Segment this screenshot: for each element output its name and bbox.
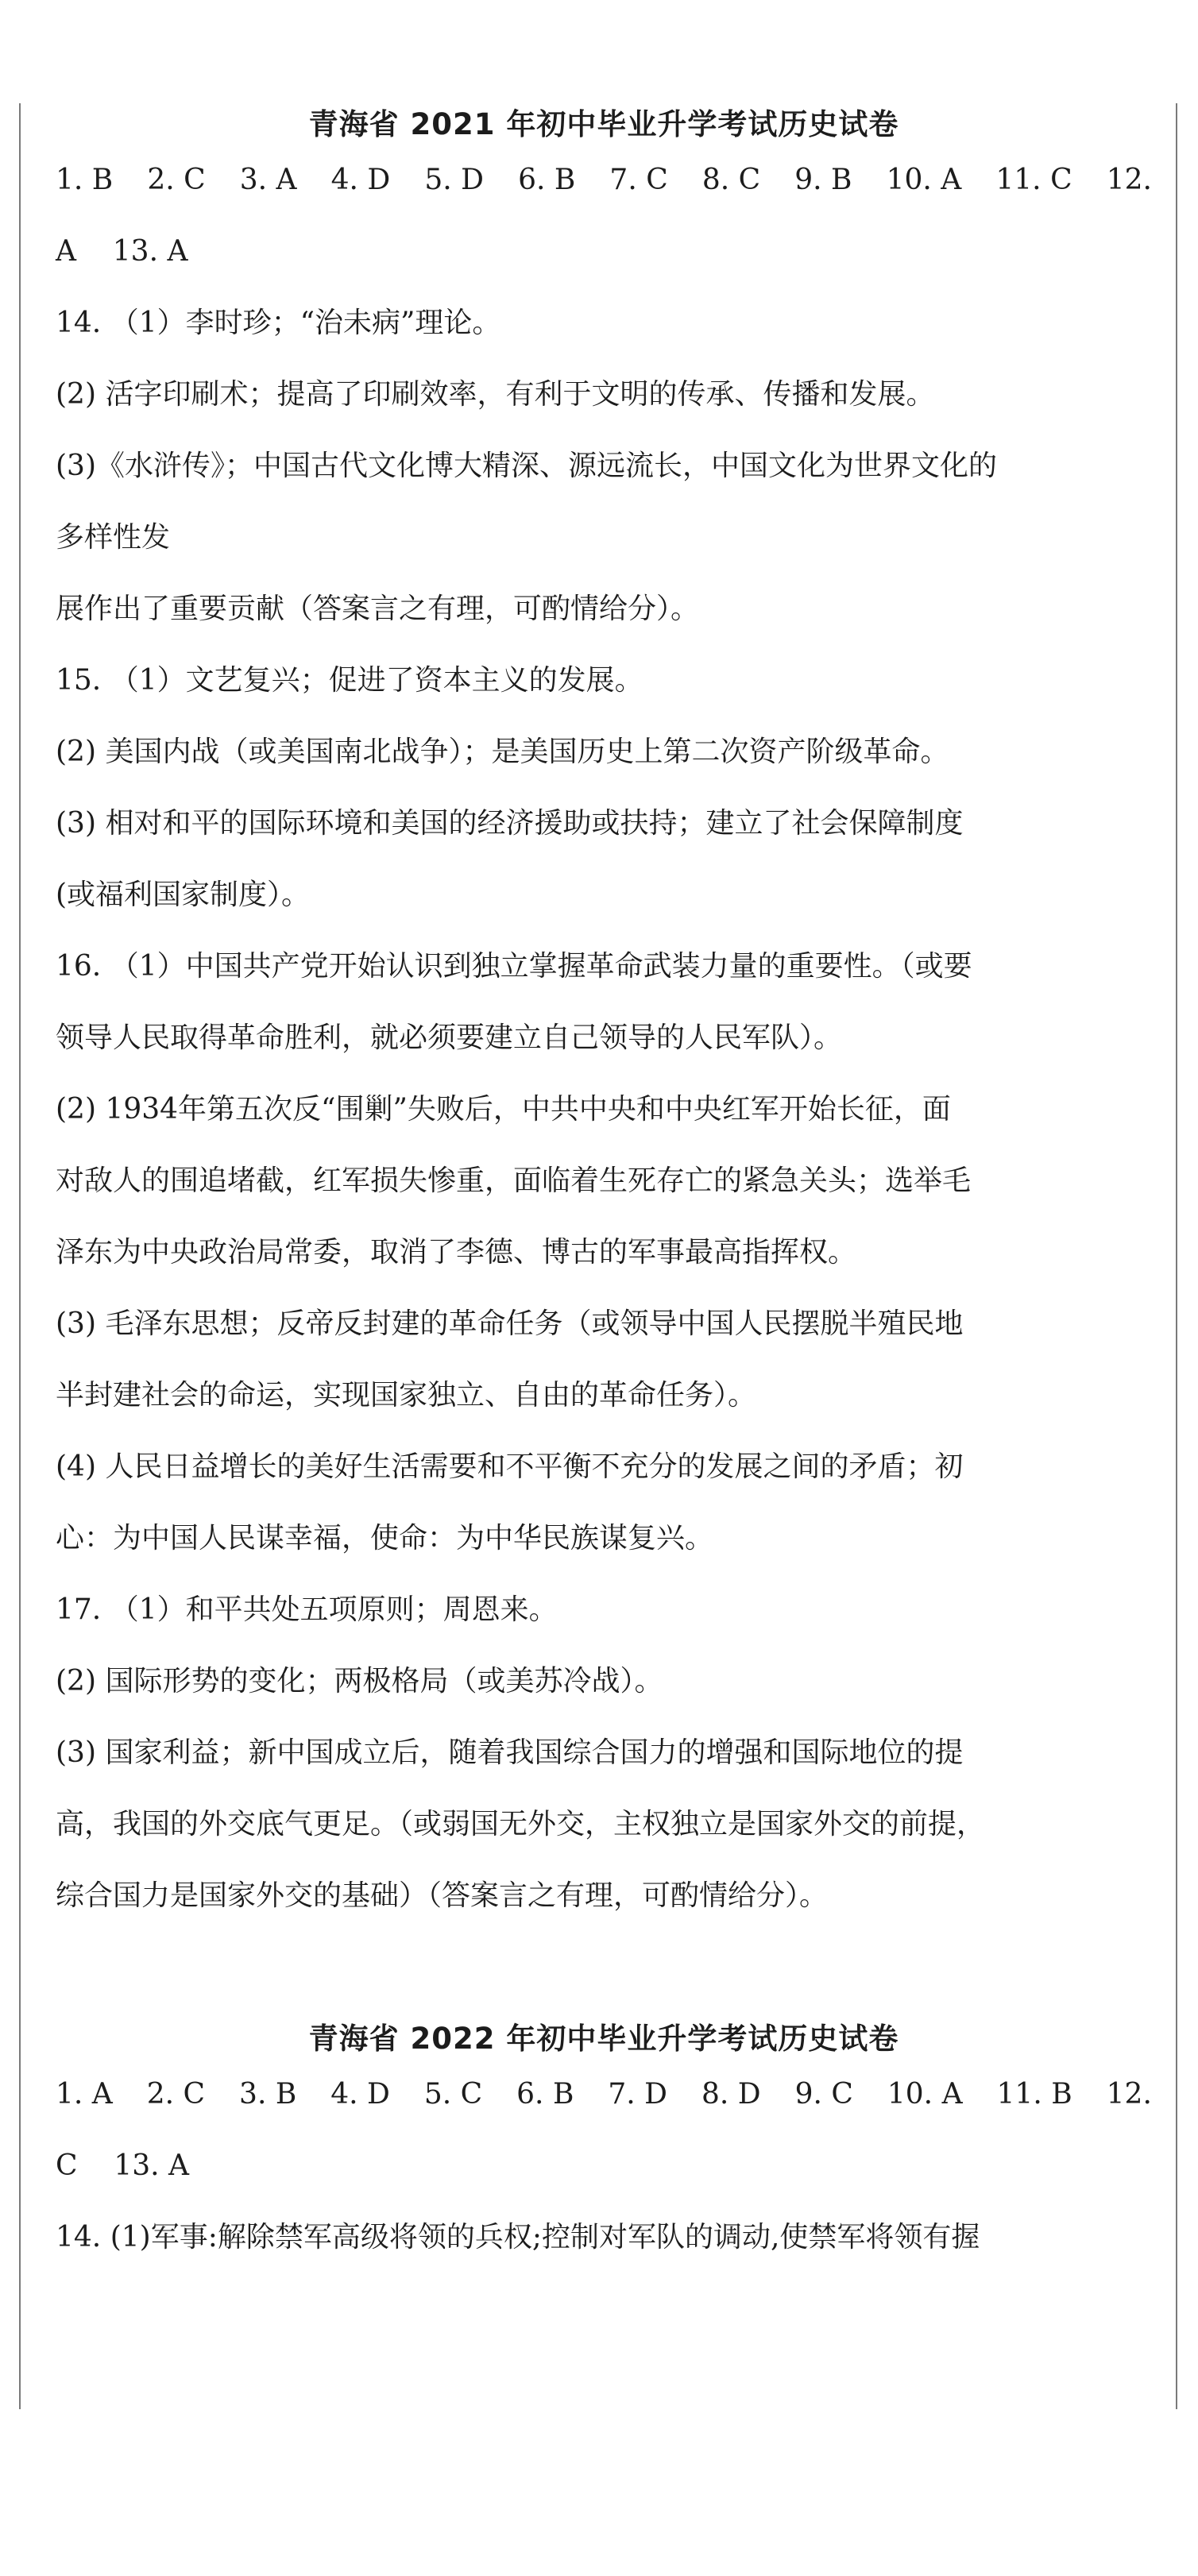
mc-answer: 6. B — [518, 164, 576, 196]
answer-line: (3) 国家利益；新中国成立后，随着我国综合国力的增强和国际地位的提 — [56, 1736, 964, 1769]
section-title-2021: 青海省 2021 年初中毕业升学考试历史试卷 — [308, 107, 899, 141]
mc-answer: 12. — [1106, 164, 1152, 196]
answer-line: 领导人民取得革命胜利，就必须要建立自己领导的人民军队）。 — [56, 1022, 843, 1054]
mc-answer: 4. D — [330, 164, 391, 196]
mc-answer: 8. D — [701, 2078, 761, 2111]
mc-answer: 7. D — [608, 2078, 668, 2111]
answer-line: 高，我国的外交底气更足。（或弱国无外交，主权独立是国家外交的前提， — [56, 1808, 986, 1840]
answer-line: 综合国力是国家外交的基础）（答案言之有理，可酌情给分）。 — [56, 1879, 829, 1912]
mc-answer: 12. — [1106, 2078, 1152, 2111]
left-margin-rule — [19, 103, 21, 2409]
mc-answer: 4. D — [330, 2078, 390, 2111]
mc-answers-2021 — [56, 162, 1152, 199]
section-2021 — [56, 105, 1152, 1914]
answer-line: (3) 毛泽东思想；反帝反封建的革命任务（或领导中国人民摆脱半殖民地 — [56, 1307, 964, 1340]
answer-line: (3) 相对和平的国际环境和美国的经济援助或扶持；建立了社会保障制度 — [56, 807, 964, 840]
mc-answer: 2. C — [147, 164, 206, 196]
mc-answer: 10. A — [887, 2078, 963, 2111]
answer-line: 16. （1）中国共产党开始认识到独立掌握革命武装力量的重要性。（或要 — [56, 950, 972, 983]
mc-answer: 10. A — [886, 164, 962, 196]
mc-answer: 9. B — [794, 164, 852, 196]
answer-line: 心：为中国人民谋幸福，使命：为中华民族谋复兴。 — [56, 1522, 714, 1554]
answer-line: 展作出了重要贡献（答案言之有理，可酌情给分）。 — [56, 593, 700, 625]
mc-answer: 11. B — [996, 2078, 1072, 2111]
answer-line: (4) 人民日益增长的美好生活需要和不平衡不充分的发展之间的矛盾；初 — [56, 1450, 964, 1483]
section-2022 — [56, 2019, 1152, 2256]
mc-answer: 11. C — [995, 164, 1072, 196]
answer-line: 半封建社会的命运，实现国家独立、自由的革命任务）。 — [56, 1379, 757, 1412]
answer-page — [56, 0, 1152, 2256]
answer-line: (2) 活字印刷术；提高了印刷效率，有利于文明的传承、传播和发展。 — [56, 378, 935, 411]
mc-answer: 8. C — [701, 164, 761, 196]
mc-answers-2022 — [56, 2076, 1152, 2113]
answer-line: (3)《水浒传》；中国古代文化博大精深、源远流长，中国文化为世界文化的 — [56, 450, 997, 482]
answer-line: 多样性发 — [56, 521, 171, 554]
mc-answer: 1. B — [56, 164, 114, 196]
section-title-2022: 青海省 2022 年初中毕业升学考试历史试卷 — [308, 2022, 899, 2056]
answer-line: 15. （1）文艺复兴；促进了资本主义的发展。 — [56, 664, 643, 697]
mc-answers-2022-tail: C 13. A — [56, 2149, 190, 2182]
answer-line: 14. （1）李时珍；“治未病”理论。 — [56, 307, 501, 339]
answer-line: (2) 美国内战（或美国南北战争）；是美国历史上第二次资产阶级革命。 — [56, 736, 949, 768]
answer-line: (2) 国际形势的变化；两极格局（或美苏冷战）。 — [56, 1665, 663, 1697]
answer-line: (2) 1934年第五次反“围剿”失败后，中共中央和中央红军开始长征，面 — [56, 1093, 951, 1126]
mc-answer: 3. A — [239, 164, 297, 196]
mc-answer: 5. C — [423, 2078, 483, 2111]
mc-answer: 5. D — [424, 164, 485, 196]
answer-line: (或福利国家制度）。 — [56, 879, 311, 911]
mc-answer: 1. A — [56, 2078, 113, 2111]
right-margin-rule — [1176, 103, 1177, 2409]
mc-answers-2021-tail: A 13. A — [56, 235, 188, 268]
mc-answer: 3. B — [239, 2078, 297, 2111]
answer-line: 对敌人的围追堵截，红军损失惨重，面临着生死存亡的紧急关头；选举毛 — [56, 1164, 972, 1197]
mc-answer: 2. C — [146, 2078, 206, 2111]
answer-line: 泽东为中央政治局常委，取消了李德、博古的军事最高指挥权。 — [56, 1236, 857, 1269]
mc-answer: 6. B — [516, 2078, 574, 2111]
answer-line: 17. （1）和平共处五项原则；周恩来。 — [56, 1593, 558, 1626]
answer-line: 14. (1)军事:解除禁军高级将领的兵权;控制对军队的调动,使禁军将领有握 — [56, 2221, 980, 2254]
mc-answer: 9. C — [794, 2078, 853, 2111]
mc-answer: 7. C — [609, 164, 668, 196]
